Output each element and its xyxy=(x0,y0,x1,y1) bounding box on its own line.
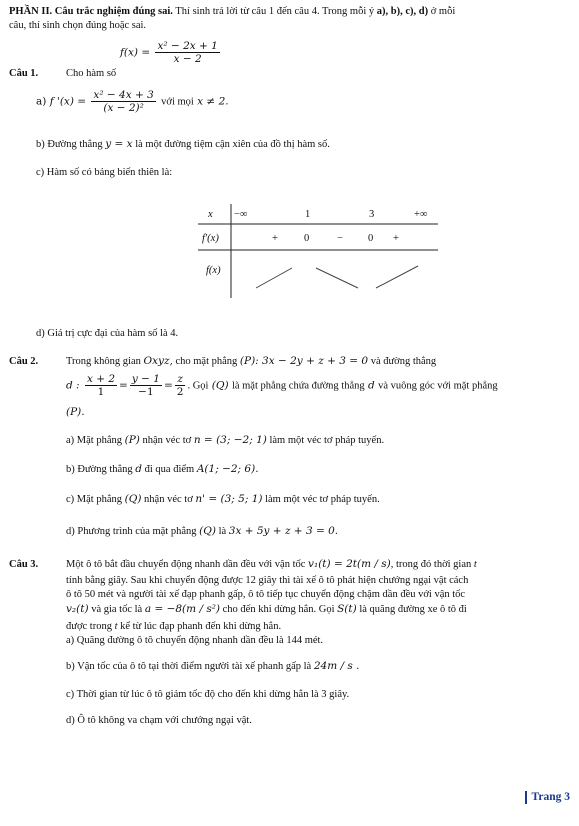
q2-line1-a: Trong không gian xyxy=(66,356,141,367)
q2-space: Oxyz, xyxy=(143,355,173,367)
q2-d-var: d xyxy=(367,379,375,392)
function-numerator: x² − 2x + 1 xyxy=(157,40,218,52)
q2-statement-d xyxy=(66,525,338,538)
q3-line5-a: được trong xyxy=(66,621,112,632)
table-x-3: 3 xyxy=(369,209,375,220)
q2-frac2-num: y − 1 xyxy=(131,373,160,385)
q2-b-d: d xyxy=(135,463,143,475)
sign-plus-1: + xyxy=(272,233,278,244)
q1-a-suffix: với mọi xyxy=(161,96,194,108)
q2-line-d-label: d : xyxy=(66,379,80,392)
q2-line2-c: và vuông góc với mặt phẳng xyxy=(378,380,498,392)
q2-c-vector: n' = (3; 5; 1) xyxy=(195,493,263,505)
q2-statement-a xyxy=(66,434,384,447)
section-header xyxy=(9,5,455,18)
q3-statement-a: a) Quãng đường ô tô chuyển động nhanh dần đều là 144 mét. xyxy=(66,635,324,646)
q2-line1 xyxy=(66,355,436,368)
q2-a-text3: làm một véc tơ pháp tuyến. xyxy=(269,435,385,446)
section-instruction-end: ở mỗi xyxy=(428,6,456,17)
q3-b-value: 24m / s . xyxy=(313,660,360,672)
table-x-neg-inf: −∞ xyxy=(234,209,248,220)
q3-b-text1: b) Vận tốc của ô tô tại thời điểm người tài xế phanh gấp là xyxy=(66,661,312,672)
table-function-label: f(x) xyxy=(206,265,221,276)
q2-a-text2: nhận véc tơ xyxy=(142,435,192,446)
q3-v1: v₁(t) = 2t(m / s) xyxy=(308,558,391,570)
q2-a-P: (P) xyxy=(124,434,140,446)
q2-line2-a: . Gọi xyxy=(187,380,209,392)
q3-line1-a: Một ô tô bắt đầu chuyển động nhanh dần đều với vận tốc xyxy=(66,559,306,570)
section-instruction-line2: câu, thí sinh chọn đúng hoặc sai. xyxy=(9,20,147,31)
q1-b-math: y = x xyxy=(105,138,133,150)
q2-frac2-den: −1 xyxy=(138,386,154,399)
q2-line2: d : $\frac{x + 2}{1}$ = $\frac{y - 1}{-1}$ = $\frac{z}{2}$ . Gọi (Q) là mặt phẳng chứa đường thẳng d và vuông góc với mặt phẳng xyxy=(66,373,498,399)
q3-S: S(t) xyxy=(337,603,357,615)
q2-plane-Q: (Q) xyxy=(211,379,229,392)
page-number xyxy=(525,790,570,804)
table-x-1: 1 xyxy=(305,209,311,220)
q1-b-prefix: b) Đường thẳng xyxy=(36,139,103,150)
q3-statement-d: d) Ô tô không va chạm với chướng ngại vật. xyxy=(66,715,252,726)
q2-b-text1: b) Đường thẳng xyxy=(66,464,133,475)
q2-frac3-num: z xyxy=(175,373,186,386)
q2-line1-b: cho mặt phẳng xyxy=(175,356,238,367)
q3-line5-b: kể từ lúc đạp phanh đến khi dừng hẳn. xyxy=(120,621,282,632)
variation-table xyxy=(196,202,440,302)
q3-t-var: t xyxy=(473,559,477,570)
question-3-label: Câu 3. xyxy=(9,559,39,570)
q2-frac3-den: 2 xyxy=(176,386,184,399)
q2-frac1-den: 1 xyxy=(97,386,105,399)
q3-line4-c: là quãng đường xe ô tô đi xyxy=(359,604,467,615)
function-denominator: x − 2 xyxy=(173,53,202,66)
q1-statement-b xyxy=(36,138,330,151)
section-instruction: Thí sinh trả lời từ câu 1 đến câu 4. Trong mỗi ý xyxy=(172,6,377,17)
question-1-function xyxy=(120,40,222,65)
question-1-label: Câu 1. xyxy=(9,68,39,79)
q2-d-Q: (Q) xyxy=(199,525,216,537)
sign-plus-2: + xyxy=(393,233,399,244)
q2-c-Q: (Q) xyxy=(124,493,142,505)
q3-line4 xyxy=(66,603,467,616)
table-derivative-label: f'(x) xyxy=(202,233,219,244)
q1-a-condition: x ≠ 2. xyxy=(197,95,229,108)
page-number-text: Trang 3 xyxy=(531,791,570,803)
q2-c-text3: làm một véc tơ pháp tuyến. xyxy=(265,494,380,505)
q3-statement-c: c) Thời gian từ lúc ô tô giảm tốc độ cho đến khi dừng hẳn là 3 giây. xyxy=(66,689,350,700)
table-x-label: x xyxy=(208,209,213,220)
q3-line4-a: và gia tốc là xyxy=(91,604,143,615)
q3-line2: tính bằng giây. Sau khi chuyển động được 12 giây thì tài xế ô tô phát hiện chướng ngại vật cách xyxy=(66,575,469,586)
q2-a-vector: n = (3; −2; 1) xyxy=(193,434,267,446)
q2-b-text2: đi qua điểm xyxy=(144,464,195,475)
q3-statement-b xyxy=(66,660,359,673)
answer-marks: a), b), c), d) xyxy=(376,6,429,17)
q2-line3: (P). xyxy=(66,406,85,418)
q2-statement-c xyxy=(66,493,380,506)
arrow-up-left xyxy=(256,268,292,288)
q3-line3: ô tô 50 mét và người tài xế đạp phanh gấp, ô tô tiếp tục chuyển động chậm dần đều với vận tốc xyxy=(66,589,466,600)
q1-a-lhs: f '(x) = xyxy=(49,95,87,108)
q1-a-denominator: (x − 2)² xyxy=(103,102,144,115)
table-x-pos-inf: +∞ xyxy=(414,209,428,220)
sign-zero-1: 0 xyxy=(304,233,310,244)
q1-a-prefix: a) xyxy=(36,95,47,108)
q3-v2: v₂(t) xyxy=(66,603,89,615)
sign-zero-2: 0 xyxy=(368,233,374,244)
q2-line2-b: là mặt phẳng chứa đường thẳng xyxy=(231,380,365,392)
q1-b-suffix: là một đường tiệm cận xiên của đồ thị hàm số. xyxy=(135,139,330,150)
sign-minus: − xyxy=(337,233,343,244)
q2-statement-b xyxy=(66,463,259,476)
q1-statement-c: c) Hàm số có bảng biến thiên là: xyxy=(36,167,173,178)
q2-line1-c: và đường thẳng xyxy=(370,356,437,367)
q3-line5 xyxy=(66,620,281,633)
q2-c-text1: c) Mặt phẳng xyxy=(66,494,122,505)
question-2-label: Câu 2. xyxy=(9,356,39,367)
q2-d-text2: là xyxy=(218,526,227,537)
q3-line1-b: , trong đó thời gian xyxy=(390,559,472,570)
q3-line4-b: cho đến khi dừng hẳn. Gọi xyxy=(222,604,335,615)
arrow-down-mid xyxy=(316,268,358,288)
q3-line1 xyxy=(66,558,477,571)
q1-a-numerator: x² − 4x + 3 xyxy=(93,89,154,101)
q2-a-text1: a) Mặt phẳng xyxy=(66,435,122,446)
q3-acceleration: a = −8(m / s²) xyxy=(144,603,221,615)
q3-line5-t: t xyxy=(114,621,118,632)
question-1-intro: Cho hàm số xyxy=(66,68,117,79)
q2-d-text1: d) Phương trình của mặt phẳng xyxy=(66,526,197,537)
q1-statement-d: d) Giá trị cực đại của hàm số là 4. xyxy=(36,328,179,339)
q2-plane-equation: (P): 3x − 2y + z + 3 = 0 xyxy=(239,355,369,367)
page-number-bar xyxy=(525,791,527,804)
variation-table-lines xyxy=(196,202,440,302)
q2-d-equation: 3x + 5y + z + 3 = 0. xyxy=(228,525,339,537)
section-title: PHẦN II. Câu trắc nghiệm đúng sai. xyxy=(9,6,173,17)
arrow-up-right xyxy=(376,266,418,288)
q2-c-text2: nhận véc tơ xyxy=(144,494,193,505)
q1-statement-a xyxy=(36,89,229,114)
q2-frac1-num: x + 2 xyxy=(86,373,116,385)
function-lhs: f(x) = xyxy=(120,46,151,59)
q2-b-point: A(1; −2; 6). xyxy=(196,463,259,475)
